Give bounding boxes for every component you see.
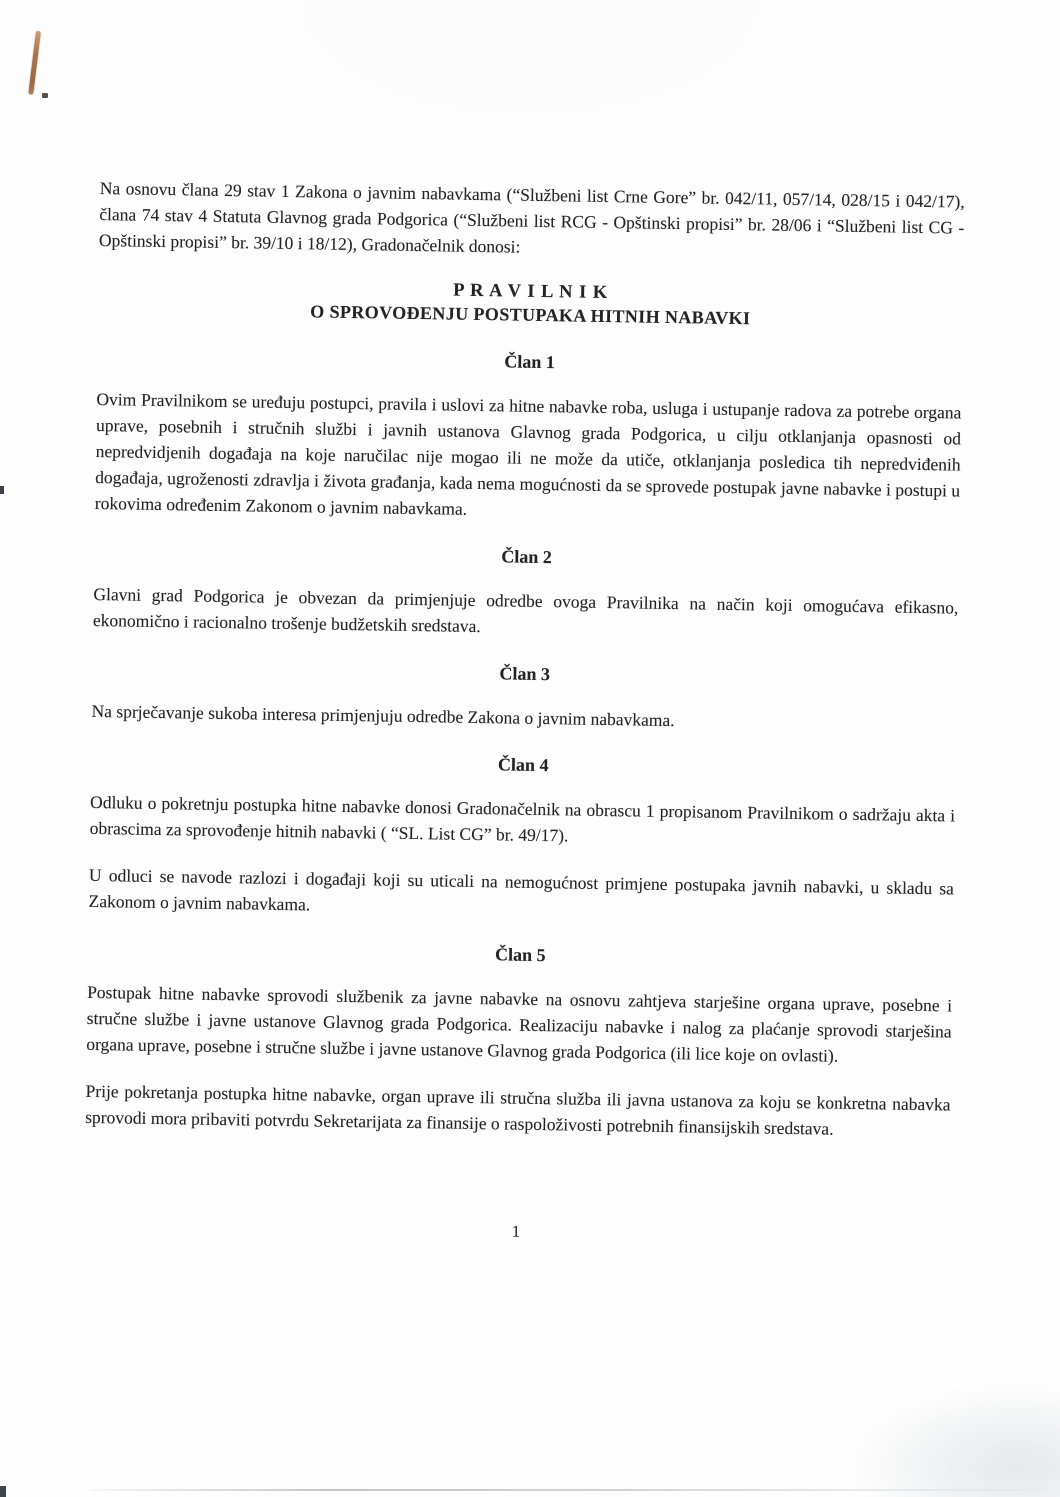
article-5-paragraph-1: Postupak hitne nabavke sprovodi službenik za javne nabavke na osnovu zahtjeva starješine organa uprave, posebne i stručne službe i javne ustanove Glavnog grada Podgorica. Realizaciju nabavke i nalog za plaćanje sprovodi starješina organa uprave, posebne i stručne službe i javne ustanove Glavnog grada Podgorica (ili lice koje on ovlasti).: [86, 981, 953, 1066]
scan-bottom-edge-line: [90, 1489, 1050, 1491]
article-5-paragraph-2: Prije pokretanja postupka hitne nabavke, organ uprave ili stručna služba ili javna ustanova za koju se konkretna nabavka sprovodi mora pribaviti potvrdu Sekretarijata za finansije o raspoloživosti potrebnih finansijskih sredstava.: [85, 1080, 951, 1139]
article-3: [91, 654, 957, 738]
article-1: [95, 342, 963, 530]
scan-edge-speck: [0, 486, 4, 494]
article-3-paragraph: Na sprječavanje sukoba interesa primjenjuju odredbe Zakona o javnim nabavkama.: [91, 700, 675, 731]
article-5: [85, 935, 953, 1144]
pen-ink-mark-tip: [42, 93, 48, 98]
article-2: [93, 537, 959, 647]
article-4-paragraph-2: U odluci se navode razlozi i događaji koji su uticali na nemogućnost primjene postupaka javnih nabavki, u skladu sa Zakonom o javnim nabavkama.: [88, 864, 955, 915]
scan-corner-mark: [0, 1486, 6, 1497]
article-5-heading: Član 5: [494, 944, 546, 966]
article-2-paragraph: Glavni grad Podgorica je obvezan da primjenjuje odredbe ovoga Pravilnika na način koji omogućava efikasno, ekonomično i racionalno trošenje budžetskih sredstava.: [92, 583, 959, 637]
article-2-heading: Član 2: [501, 546, 552, 568]
page-number: 1: [511, 1221, 521, 1241]
document-content: [83, 175, 965, 1251]
article-1-heading: Član 1: [504, 351, 556, 373]
article-4-heading: Član 4: [497, 754, 549, 776]
article-3-heading: Član 3: [499, 663, 551, 685]
article-4-paragraph-1: Odluku o pokretnju postupka hitne nabavke donosi Gradonačelnik na obrascu 1 propisanom Pravilnikom o sadržaju akta i obrascima za sprovođenje hitnih nabavki ( “SL. List CG” br. 49/17).: [89, 791, 956, 846]
document-title: P R A V I L N I K: [453, 280, 609, 303]
document-title-block: [98, 274, 964, 334]
document-subtitle: O SPROVOĐENJU POSTUPAKA HITNIH NABAVKI: [310, 301, 751, 329]
pen-ink-mark: [28, 31, 41, 95]
article-1-paragraph: Ovim Pravilnikom se uređuju postupci, pravila i uslovi za hitne nabavke roba, usluga i ustupanje radova za potrebe organa uprave, posebnih i stručnih službi i javnih ustanova Glavnog grada Podgorica, u cilju otklanjanja opasnosti od nepredvidjenih događaja na koje naručilac nije mogao ili ne može da utiče, otklanjanja posledica tih nepredviđenih događaja, ugroženosti zdravlja i života građanja, kada nema mogućnosti da se sprovede postupak javne nabavke i postupi u rokovima određenim Zakonom o javnim nabavkama.: [94, 388, 962, 519]
article-4: [88, 745, 956, 928]
preamble-paragraph: Na osnovu člana 29 stav 1 Zakona o javnim nabavkama (“Službeni list Crne Gore” br. 042/11, 057/14, 028/15 i 042/17), člana 74 stav 4 Statuta Glavnog grada Podgorica (“Službeni list RCG - Opštinski propisi” br. 28/06 i “Službeni list CG - Opštinski propisi” br. 39/10 i 18/12), Gradonačelnik donosi:: [98, 177, 965, 257]
